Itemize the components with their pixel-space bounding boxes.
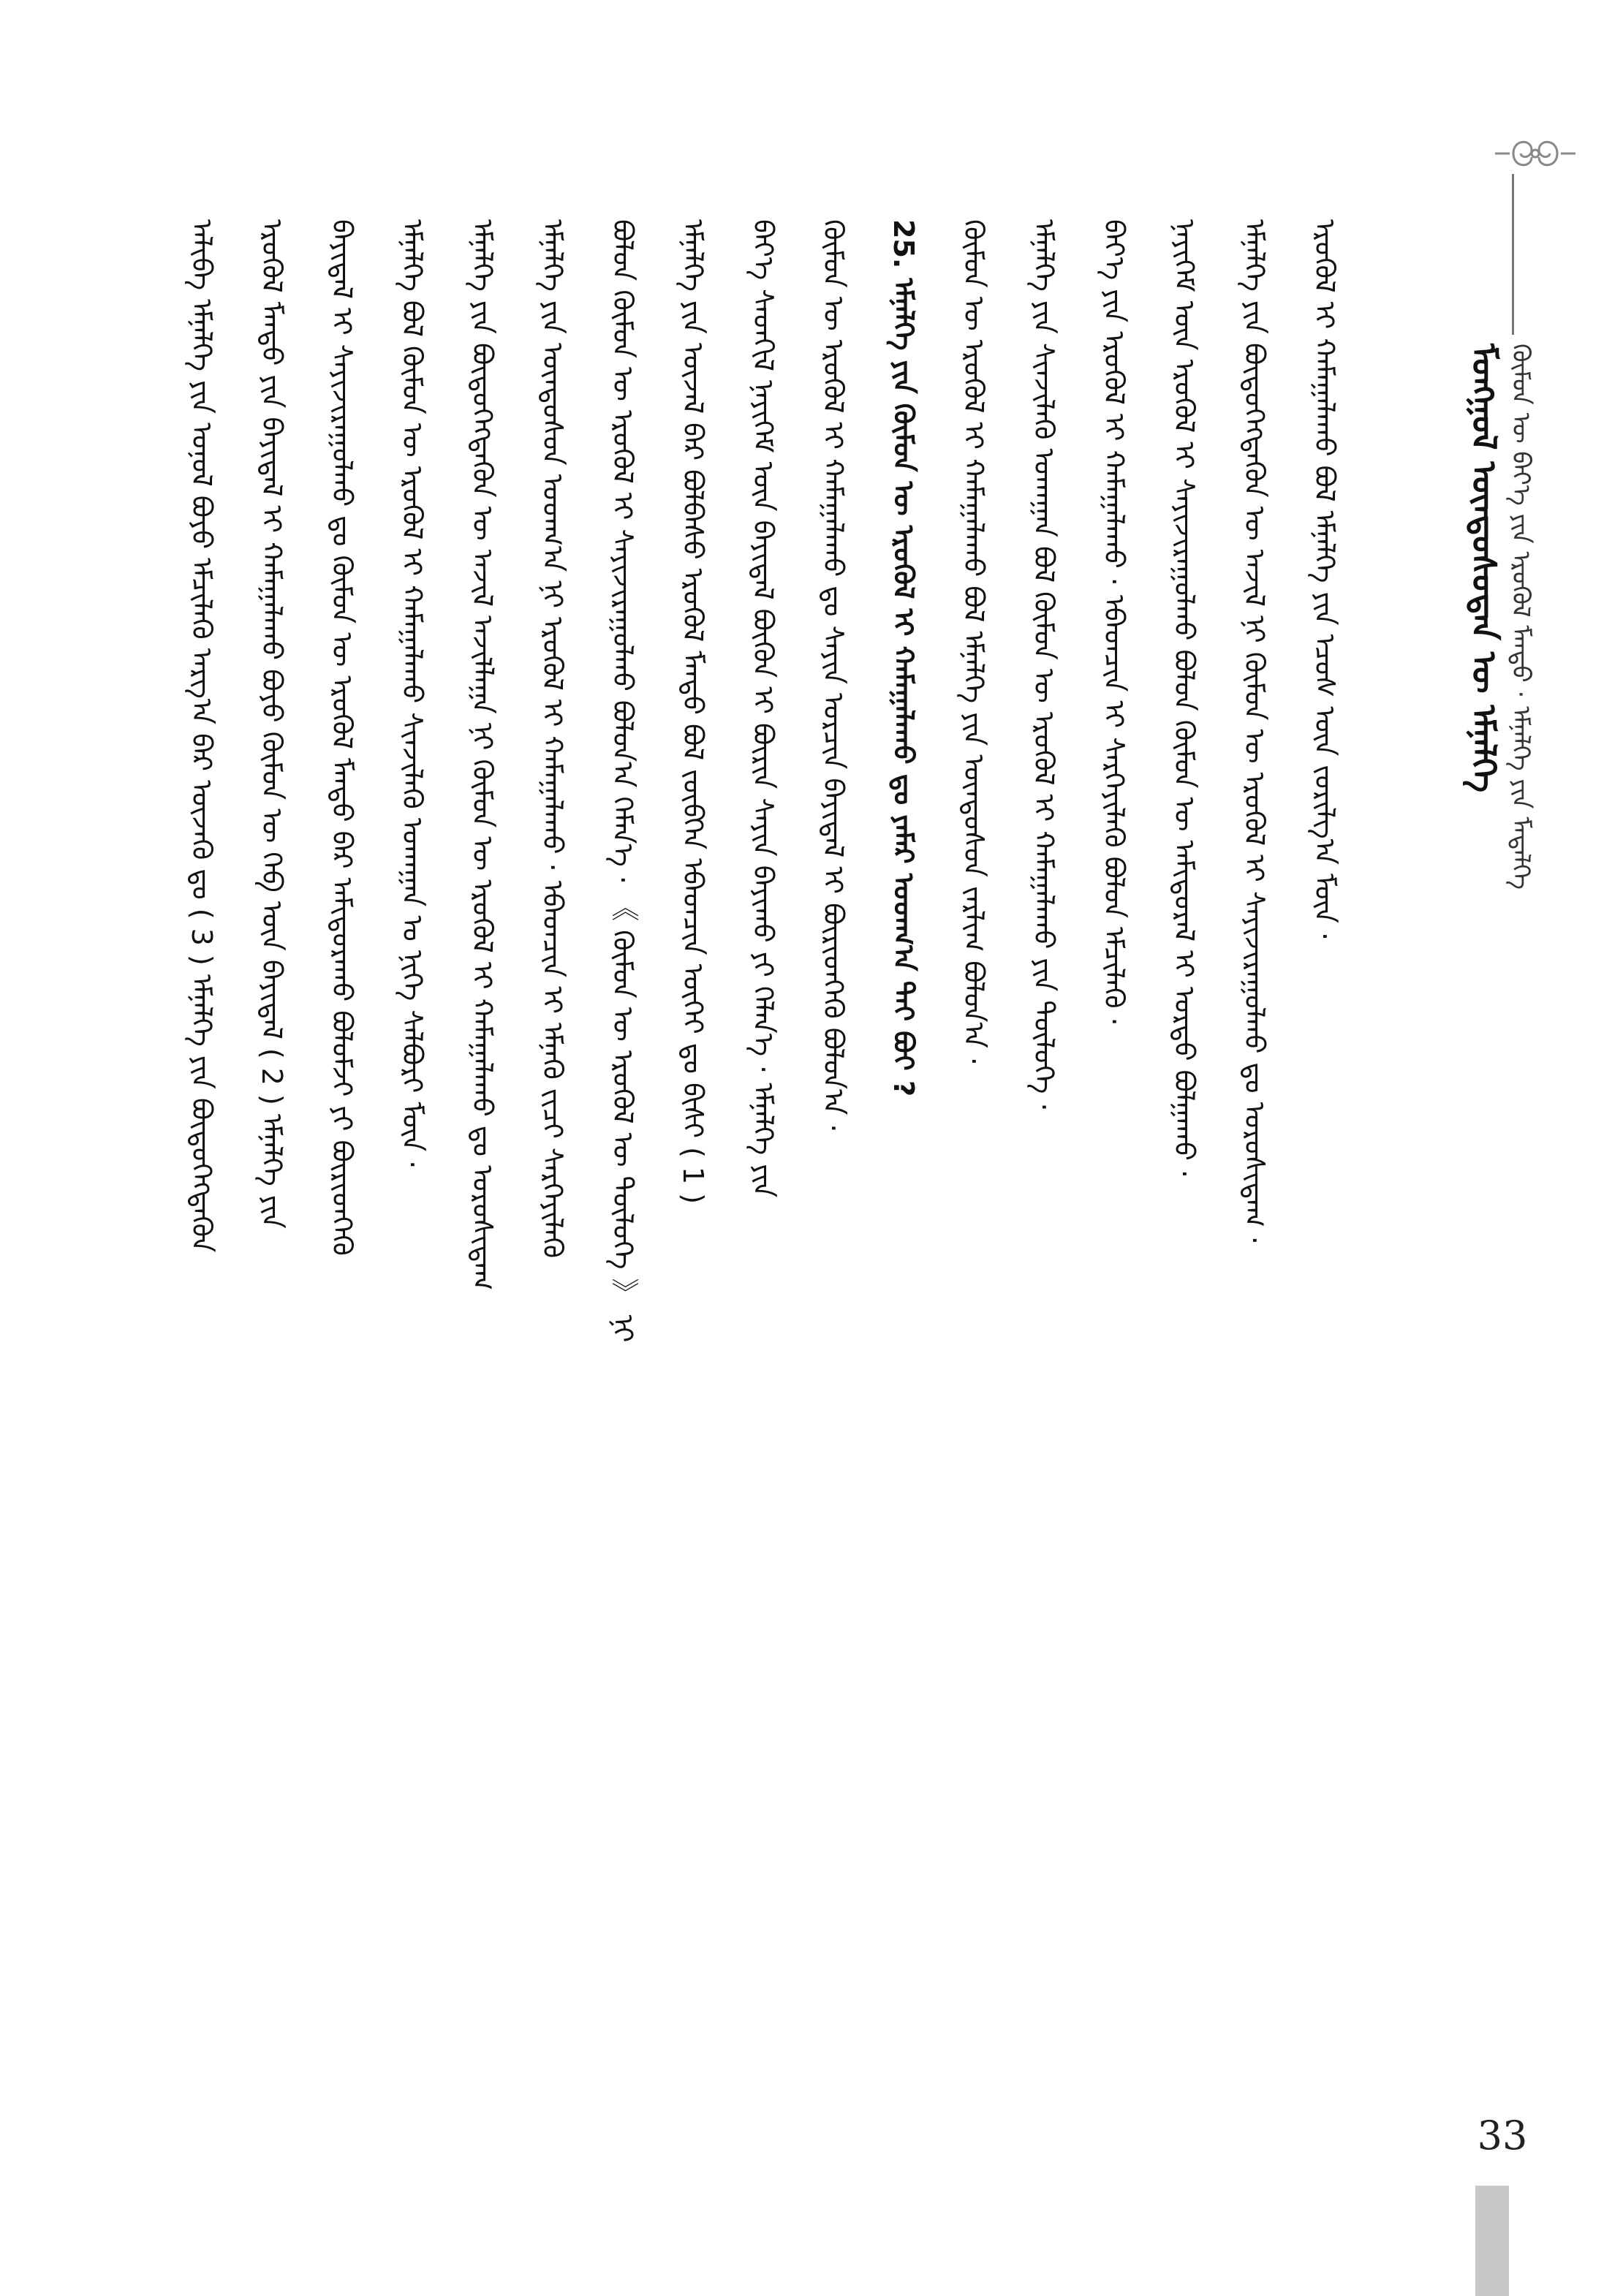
text-column: ᠬᠦᠮᠦᠨ ᠦ ᠡᠷᠦᠬᠦᠯ ᠢ ᠬᠠᠮᠠᠭᠠᠯᠠᠬᠤ ᠳᠤ ᠰᠠᠶᠢᠨ ᠤᠷᠴᠢᠨ ᠪᠠᠶᠢᠳᠠᠯ ᠢ ᠪᠦᠷᠢᠳᠬᠡᠬᠦ ᠪᠤᠯᠤᠨ᠎ᠠ · xyxy=(817,219,850,1133)
text-column: ᠡᠷᠦᠬᠦᠯ ᠮᠡᠨᠳᠦ ᠶᠢᠨ ᠪᠠᠶᠢᠳᠠᠯ ᠢ ᠬᠠᠮᠠᠭᠠᠯᠠᠬᠤ ᠪᠤᠶᠤ ᠬᠦᠮᠦᠨ ᠦ ᠬᠡᠪ ᠦᠨ ᠪᠠᠶᠢᠳᠠᠯ ( 2 ) ᠡᠮᠨᠡᠯᠭᠡ ᠶᠢᠨ xyxy=(256,219,288,1229)
text-column: ᠪᠠᠶᠢᠳᠠᠯ ᠢ ᠰᠠᠶᠢᠵᠢᠷᠠᠭᠤᠯᠬᠤ ᠳᠤ ᠬᠦᠮᠦᠨ ᠦ ᠡᠷᠦᠬᠦᠯ ᠮᠡᠨᠳᠦ ᠪᠠᠷ ᠠᠮᠢᠳᠤᠷᠠᠬᠤ ᠪᠤᠯᠤᠮᠵᠢ ᠶᠢ ᠪᠦᠷᠢᠳᠬᠡᠬᠦ xyxy=(326,219,358,1256)
header-ornament-icon xyxy=(1491,132,1579,175)
running-header-subtitle: ᠬᠦᠮᠦᠨ ᠦ ᠪᠡᠶ᠎ᠡ ᠶᠢᠨ ᠡᠷᠦᠬᠦᠯ ᠮᠡᠨᠳᠦ · ᠡᠮᠨᠡᠯᠭᠡ ᠶᠢᠨ ᠮᠡᠳᠡᠯᠭᠡ xyxy=(1506,344,1535,890)
text-column: ᠡᠮᠨᠡᠯᠭᠡ ᠶᠢᠨ ᠦᠨᠳᠦᠰᠦᠨ ᠤᠳᠬ᠎ᠠ ᠨᠢ ᠡᠷᠦᠬᠦᠯ ᠢ ᠬᠠᠮᠠᠭᠠᠯᠠᠬᠤ · ᠡᠪᠡᠳᠴᠢᠨ ᠢ ᠡᠮᠨᠡᠬᠦ ᠵᠢᠴᠢ ᠰᠡᠷᠭᠡᠶᠢᠯᠡᠬᠦ xyxy=(537,219,569,1259)
header-rule xyxy=(1512,174,1514,335)
text-column: ᠪᠡᠶ᠎ᠡ ᠶᠢᠨ ᠡᠷᠦᠬᠦᠯ ᠢ ᠬᠠᠮᠠᠭᠠᠯᠠᠬᠤ · ᠡᠪᠡᠳᠴᠢᠨ ᠢ ᠰᠡᠷᠭᠡᠶᠢᠯᠡᠬᠦ ᠪᠤᠯᠤᠨ ᠡᠮᠴᠢᠯᠡᠬᠦ · xyxy=(1098,219,1130,1026)
text-column: ᠪᠣᠯᠣᠨ ᠬᠦᠮᠦᠨ ᠦ ᠡᠷᠦᠬᠦᠯ ᠢ ᠰᠠᠶᠢᠵᠢᠷᠠᠭᠤᠯᠬᠤ ᠪᠤᠯᠤᠨ᠎ᠠ ᠬᠡᠮᠡᠨ᠎ᠡ · 《 ᠬᠦᠮᠦᠨ ᠦ ᠡᠷᠦᠬᠦᠯ ᠦ ᠲᠥᠯᠦᠭᠡ 》 ᠨᠢ xyxy=(607,219,639,1343)
text-column: ᠡᠮᠨᠡᠯᠭᠡ ᠶᠢᠨ ᠪᠦᠳᠦᠭᠡᠭᠳᠡᠬᠦᠨ ᠦ ᠠᠵᠢᠯ ᠠᠵᠢᠯᠯᠠᠭᠠ ᠨᠢ ᠬᠦᠮᠦᠨ ᠦ ᠡᠷᠦᠬᠦᠯ ᠢ ᠬᠠᠮᠠᠭᠠᠯᠠᠬᠤ ᠳᠤ ᠤᠷᠤᠰᠢᠳᠠᠭ xyxy=(466,219,499,1291)
text-column: ᠡᠮᠨᠡᠯᠭᠡ ᠶᠢᠨ ᠦᠵᠡᠯ ᠪᠠᠷ ᠪᠣᠯᠪᠠᠰᠤ ᠡᠷᠦᠬᠦᠯ ᠮᠡᠨᠳᠦ ᠪᠤᠯ ᠵᠥᠪᠬᠡᠨ ᠡᠪᠡᠳᠴᠢᠨ ᠦᠭᠡᠢ ᠳᠤ ᠪᠢᠰᠢ ( 1 ) xyxy=(677,219,709,1205)
text-column: ᠡᠮᠨᠡᠯᠭᠡ ᠶᠢᠨ ᠪᠦᠳᠦᠭᠡᠭᠳᠡᠬᠦᠨ ᠦ ᠠᠵᠢᠯ ᠨᠢ ᠬᠦᠮᠦᠨ ᠦ ᠡᠷᠦᠬᠦᠯ ᠢ ᠰᠠᠶᠢᠵᠢᠷᠠᠭᠤᠯᠬᠤ ᠳᠤ ᠤᠷᠤᠰᠢᠳᠠᠭ · xyxy=(1238,219,1271,1245)
body-text xyxy=(183,219,1426,2091)
text-column: ᠨᠡᠶᠢᠭᠡᠮ ᠦᠨ ᠡᠷᠦᠬᠦᠯ ᠢ ᠰᠠᠶᠢᠵᠢᠷᠠᠭᠤᠯᠬᠤ ᠪᠤᠯᠤᠨ ᠬᠦᠮᠦᠨ ᠦ ᠠᠮᠢᠳᠤᠷᠠᠯ ᠢ ᠤᠷᠲᠤ ᠪᠤᠯᠭᠠᠬᠤ · xyxy=(1168,219,1200,1179)
text-column: ᠪᠡᠶ᠎ᠡ ᠰᠡᠳᠬᠢᠯ ᠨᠡᠶᠢᠭᠡᠮ ᠦᠨ ᠪᠠᠶᠢᠳᠠᠯ ᠪᠦᠬᠦᠨ ᠢ ᠪᠦᠷᠢᠨ ᠰᠠᠶᠢᠨ ᠪᠠᠶᠢᠬᠤ ᠶᠢ ᠬᠡᠯᠡᠨ᠎ᠡ · ᠡᠮᠨᠡᠯᠭᠡ ᠶᠢᠨ xyxy=(747,219,779,1198)
question-heading: 25. ᠡᠮᠨᠡᠯᠭᠡ ᠶᠢᠨ ᠬᠦᠮᠦᠨ ᠦ ᠡᠷᠦᠬᠦᠯ ᠢ ᠬᠠᠮᠠᠭᠠᠯᠠᠬᠤ ᠳᠤ ᠶᠠᠮᠠᠷ ᠤᠳᠬ᠎ᠠ ᠲᠠᠶ ᠪᠤᠢ ? xyxy=(888,219,920,1096)
text-column: ᠡᠮᠨᠡᠯᠭᠡ ᠪᠤᠯ ᠬᠦᠮᠦᠨ ᠦ ᠡᠷᠦᠬᠦᠯ ᠢ ᠬᠠᠮᠠᠭᠠᠯᠠᠬᠤ ᠰᠢᠨᠵᠢᠯᠡᠬᠦ ᠤᠬᠠᠭᠠᠨ ᠤ ᠨᠢᠭᠡ ᠰᠠᠯᠪᠤᠷᠢ ᠮᠦᠨ · xyxy=(396,219,428,1170)
page-number: 33 xyxy=(1477,2113,1528,2159)
running-header-title: ᠮᠣᠩᠭᠣᠯ ᠦᠨᠳᠦᠰᠦᠲᠡᠨ ᠦ ᠡᠮᠨᠡᠯᠭᠡ xyxy=(1464,344,1504,793)
text-column: ᠠᠯᠢᠪᠠ ᠡᠮᠨᠡᠯᠭᠡ ᠶᠢᠨ ᠤᠨᠤᠯ ᠪᠤᠶᠤ ᠡᠮᠴᠢᠯᠡᠬᠦ ᠠᠷᠭ᠎ᠠ ᠪᠠᠷ ᠦᠵᠡᠬᠦ ᠳᠤ ( 3 ) ᠡᠮᠨᠡᠯᠭᠡ ᠶᠢᠨ ᠪᠦᠳᠦᠭᠡᠭᠳᠡᠬᠦᠨ xyxy=(186,219,218,1253)
text-column: ᠬᠦᠮᠦᠨ ᠦ ᠡᠷᠦᠬᠦᠯ ᠢ ᠬᠠᠮᠠᠭᠠᠯᠠᠬᠤ ᠪᠤᠯ ᠡᠮᠨᠡᠯᠭᠡ ᠶᠢᠨ ᠦᠨᠳᠦᠰᠦᠨ ᠵᠠᠷᠯᠢᠭ ᠪᠤᠯᠤᠨ᠎ᠠ · xyxy=(958,219,990,1066)
page-edge-tab xyxy=(1475,2186,1509,2296)
text-column: ᠡᠷᠦᠬᠦᠯ ᠢ ᠬᠠᠮᠠᠭᠠᠯᠠᠬᠤ ᠪᠤᠯ ᠡᠮᠨᠡᠯᠭᠡ ᠶᠢᠨ ᠡᠴᠦᠰ ᠦᠨ ᠵᠣᠷᠢᠯᠭ᠎ᠠ ᠮᠦᠨ · xyxy=(1309,219,1341,941)
text-column: ᠡᠮᠨᠡᠯᠭᠡ ᠶᠢᠨ ᠰᠢᠨᠵᠢᠯᠡᠬᠦ ᠤᠬᠠᠭᠠᠨ ᠪᠤᠯ ᠬᠦᠮᠦᠨ ᠦ ᠡᠷᠦᠬᠦᠯ ᠢ ᠬᠠᠮᠠᠭᠠᠯᠠᠬᠤ ᠶᠢᠨ ᠲᠥᠯᠦᠭᠡ · xyxy=(1028,219,1060,1112)
